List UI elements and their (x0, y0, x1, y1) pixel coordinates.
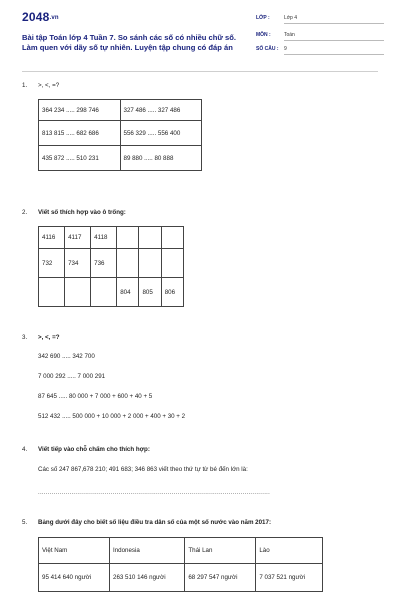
table-cell: 435 872 ..... 510 231 (39, 146, 121, 171)
meta-subject-label: MÔN : (256, 32, 271, 38)
question-number: 1. (22, 82, 28, 89)
meta-class-label: LỚP : (256, 15, 270, 21)
grid-cell: 4118 (91, 227, 117, 249)
q2-number-grid (38, 226, 184, 307)
meta-count-label: SỐ CÂU : (256, 46, 279, 52)
question-prompt: >, <, =? (38, 82, 60, 89)
table-row (39, 146, 202, 171)
title-line-1: Bài tập Toán lớp 4 Tuần 7. So sánh các số có nhiều chữ số. (22, 33, 236, 42)
comparison-line: 7 000 292 ..... 7 000 291 (38, 373, 106, 380)
grid-cell: 806 (161, 278, 183, 307)
country-name: Lào (256, 538, 323, 564)
question-prompt: >, <, =? (38, 334, 60, 341)
grid-cell[interactable] (161, 227, 183, 249)
population-value: 68 297 547 người (185, 564, 256, 592)
comparison-line: 512 432 ..... 500 000 + 10 000 + 2 000 + 400 + 30 + 2 (38, 413, 186, 420)
table-cell: 89 880 ..... 80 888 (120, 146, 202, 171)
population-value: 95 414 640 người (39, 564, 110, 592)
grid-cell: 4116 (39, 227, 65, 249)
country-name: Việt Nam (39, 538, 110, 564)
grid-cell: 736 (91, 249, 117, 278)
question-number: 3. (22, 334, 28, 341)
question-number: 4. (22, 446, 28, 453)
grid-cell[interactable] (117, 249, 139, 278)
meta-subject-value: Toán (284, 32, 384, 41)
question-prompt: Viết số thích hợp vào ô trống: (38, 209, 126, 216)
question-number: 2. (22, 209, 28, 216)
table-cell: 364 234 ..... 298 746 (39, 100, 121, 121)
header-divider (22, 71, 378, 72)
question-prompt: Viết tiếp vào chỗ chấm cho thích hợp: (38, 446, 150, 453)
title-line-2: Làm quen với dãy số tự nhiên. Luyện tập chung có đáp án (22, 43, 233, 52)
logo-suffix: .vn (49, 15, 59, 21)
meta-count-value: 9 (284, 46, 384, 55)
table-row (39, 278, 184, 307)
grid-cell[interactable] (65, 278, 91, 307)
question-number: 5. (22, 519, 28, 526)
grid-cell[interactable] (117, 227, 139, 249)
comparison-line: 87 645 ..... 80 000 + 7 000 + 600 + 40 + 5 (38, 393, 153, 400)
logo-text: 2048 (22, 10, 50, 24)
table-row (39, 100, 202, 121)
answer-blank[interactable]: ...................................................................................................................... (38, 490, 271, 496)
table-row (39, 564, 323, 592)
table-row (39, 121, 202, 146)
site-logo[interactable] (22, 10, 59, 24)
grid-cell: 732 (39, 249, 65, 278)
population-table (38, 537, 323, 592)
grid-cell: 805 (139, 278, 161, 307)
comparison-line: 342 690 ..... 342 700 (38, 353, 95, 360)
q1-table (38, 99, 202, 171)
table-cell: 813 815 ..... 682 686 (39, 121, 121, 146)
grid-cell[interactable] (91, 278, 117, 307)
country-name: Indonesia (110, 538, 185, 564)
population-value: 263 510 146 người (110, 564, 185, 592)
table-row (39, 538, 323, 564)
grid-cell[interactable] (139, 227, 161, 249)
country-name: Thái Lan (185, 538, 256, 564)
table-cell: 327 486 ..... 327 486 (120, 100, 202, 121)
grid-cell: 804 (117, 278, 139, 307)
meta-class-value: Lớp 4 (284, 15, 384, 24)
grid-cell: 734 (65, 249, 91, 278)
population-value: 7 037 521 người (256, 564, 323, 592)
grid-cell: 4117 (65, 227, 91, 249)
table-cell: 556 329 ..... 556 400 (120, 121, 202, 146)
worksheet-title (22, 33, 257, 53)
grid-cell[interactable] (39, 278, 65, 307)
grid-cell[interactable] (139, 249, 161, 278)
question-prompt: Bảng dưới đây cho biết số liệu điều tra dân số của một số nước vào năm 2017: (38, 519, 271, 526)
grid-cell[interactable] (161, 249, 183, 278)
table-row (39, 249, 184, 278)
table-row (39, 227, 184, 249)
question-text: Các số 247 867,678 210; 491 683; 346 863 viết theo thứ tự từ bé đến lớn là: (38, 466, 248, 473)
